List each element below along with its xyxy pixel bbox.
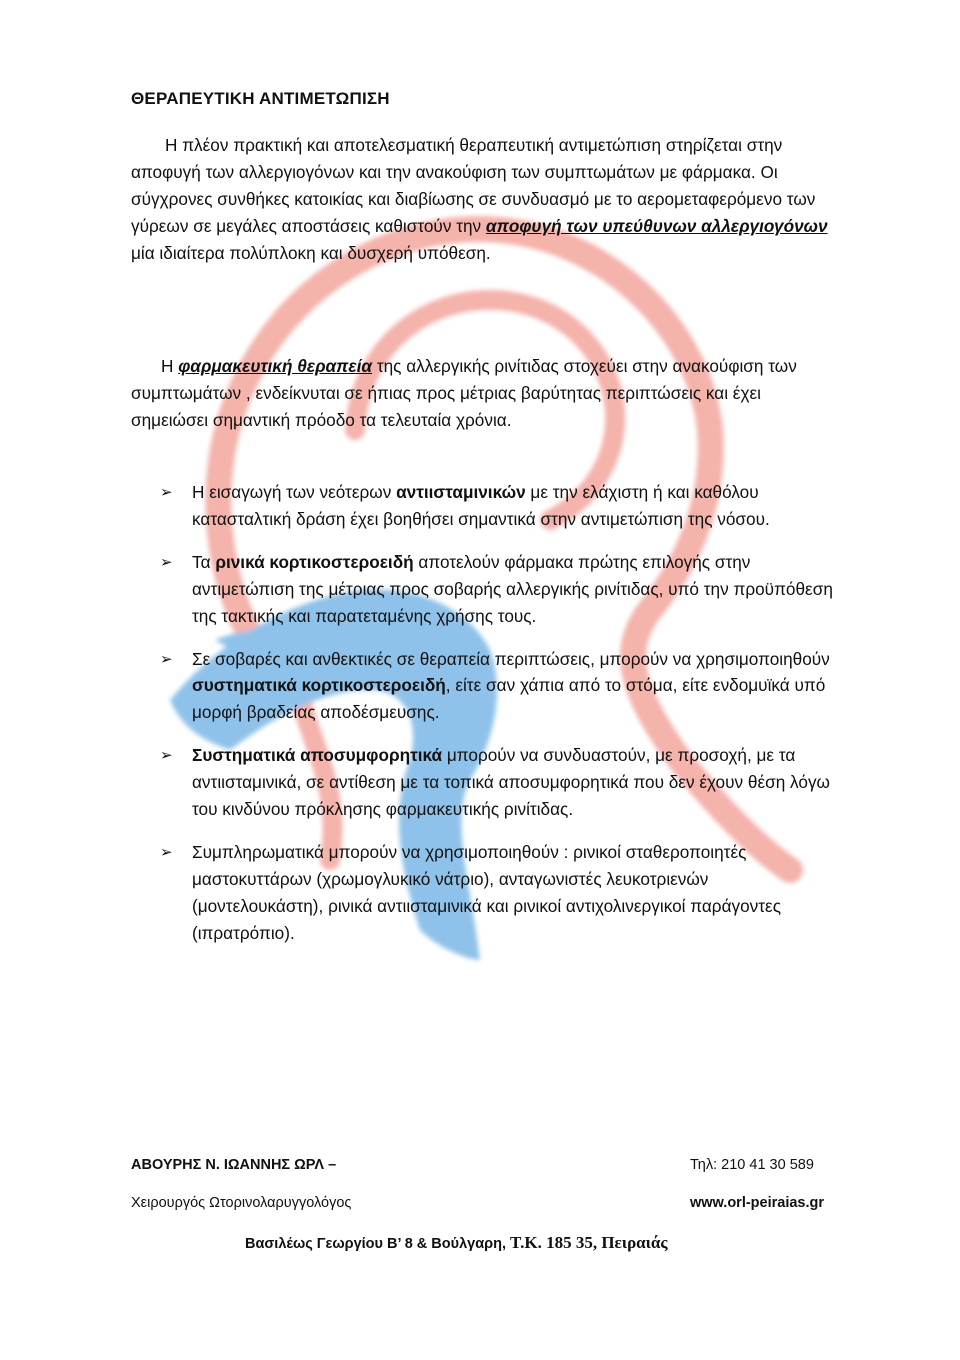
arrow-bullet-icon: ➢ xyxy=(160,483,173,501)
bullet-bold: ρινικά κορτικοστεροειδή xyxy=(215,551,414,572)
address-postcode: Τ.Κ. 185 35, Πειραιάς xyxy=(510,1233,668,1252)
doctor-name: ΑΒΟΥΡΗΣ Ν. ΙΩΑΝΝΗΣ ΩΡΛ – xyxy=(131,1157,337,1173)
bullet-text-1: Η εισαγωγή των νεότερων xyxy=(192,482,397,502)
pharma-text-2: της αλλεργικής ρινίτιδας στοχεύει στην ανακούφιση των συμπτωμάτων , ενδείκνυται σε ήπιας προς μέτριας βαρύτητας περιπτώσεις και έχει σημειώσει σημαντική πρόοδο τα τελευταία χρόνια. xyxy=(131,356,797,430)
bullet-text-2: μπορούν να συνδυαστούν, με προσοχή, με τα αντιισταμινικά, σε αντίθεση με τα τοπικά αποσυμφορητικά που δεν έχουν θέση λόγω του κινδύνου πρόκλησης φαρμακευτικής ρινίτιδας. xyxy=(192,745,830,820)
bullet-text-2: , είτε σαν χάπια από το στόμα, είτε ενδομυϊκά υπό μορφή βραδείας αποδέσμευσης. xyxy=(192,675,826,723)
bullet-bold: αντιισταμινικών xyxy=(396,482,526,502)
website-link[interactable]: www.orl-peiraias.gr xyxy=(690,1195,825,1211)
bullet-text-2: αποτελούν φάρμακα πρώτης επιλογής στην αντιμετώπιση της μέτριας προς σοβαρής αλλεργικής ρινίτιδας, υπό την προϋπόθεση της τακτικής και παρατεταμένης χρήσης τους. xyxy=(192,551,833,626)
phone-number: Τηλ: 210 41 30 589 xyxy=(690,1157,814,1173)
intro-emphasis: αποφυγή των υπεύθυνων αλλεργιογόνων xyxy=(485,215,828,236)
intro-text-2: μία ιδιαίτερα πολύπλοκη και δυσχερή υπόθεση. xyxy=(131,242,491,263)
bullet-text-2: με την ελάχιστη ή και καθόλου κατασταλτική δράση έχει βοηθήσει σημαντικά στην αντιμετώπιση της νόσου. xyxy=(192,482,770,529)
bullet-bold: Συστηματικά αποσυμφορητικά xyxy=(192,745,443,766)
address-street: Βασιλέως Γεωργίου Β’ 8 & Βούλγαρη, xyxy=(245,1236,511,1252)
arrow-bullet-icon: ➢ xyxy=(160,552,173,571)
arrow-bullet-icon: ➢ xyxy=(160,842,173,861)
arrow-bullet-icon: ➢ xyxy=(160,746,173,765)
intro-text-1: Η πλέον πρακτική και αποτελεσματική θεραπευτική αντιμετώπιση στηρίζεται στην αποφυγή των αλλεργιογόνων και την ανακούφιση των συμπτωμάτων με φάρμακα. Οι σύγχρονες συνθήκες κατοικίας και διαβίωσης σε συνδυασμό με το αερομεταφερόμενο των γύρεων σε μεγάλες αποστάσεις καθιστούν την xyxy=(131,135,816,236)
arrow-bullet-icon: ➢ xyxy=(160,649,173,668)
bullet-text-1: Συμπληρωματικά μπορούν να χρησιμοποιηθούν : ρινικοί σταθεροποιητές μαστοκυττάρων (χρωμογλυκικό νάτριο), ανταγωνιστές λευκοτριενών (μοντελουκάστη), ρινικά αντιισταμινικά και ρινικοί αντιχολινεργικοί παράγοντες (ιπρατρόπιο). xyxy=(192,841,781,943)
page-title: ΘΕΡΑΠΕΥΤΙΚΗ ΑΝΤΙΜΕΤΩΠΙΣΗ xyxy=(131,89,390,108)
bullet-bold: συστηματικά κορτικοστεροειδή xyxy=(192,675,446,696)
address xyxy=(245,1233,668,1253)
bullet-text-1: Τα xyxy=(192,551,216,572)
pharma-emphasis: φαρμακευτική θεραπεία xyxy=(178,356,373,376)
doctor-title: Χειρουργός Ωτορινολαρυγγολόγος xyxy=(131,1195,352,1211)
pharma-text-1: Η xyxy=(161,356,179,376)
bullet-text-1: Σε σοβαρές και ανθεκτικές σε θεραπεία περιπτώσεις, μπορούν να χρησιμοποιηθούν xyxy=(192,648,830,669)
